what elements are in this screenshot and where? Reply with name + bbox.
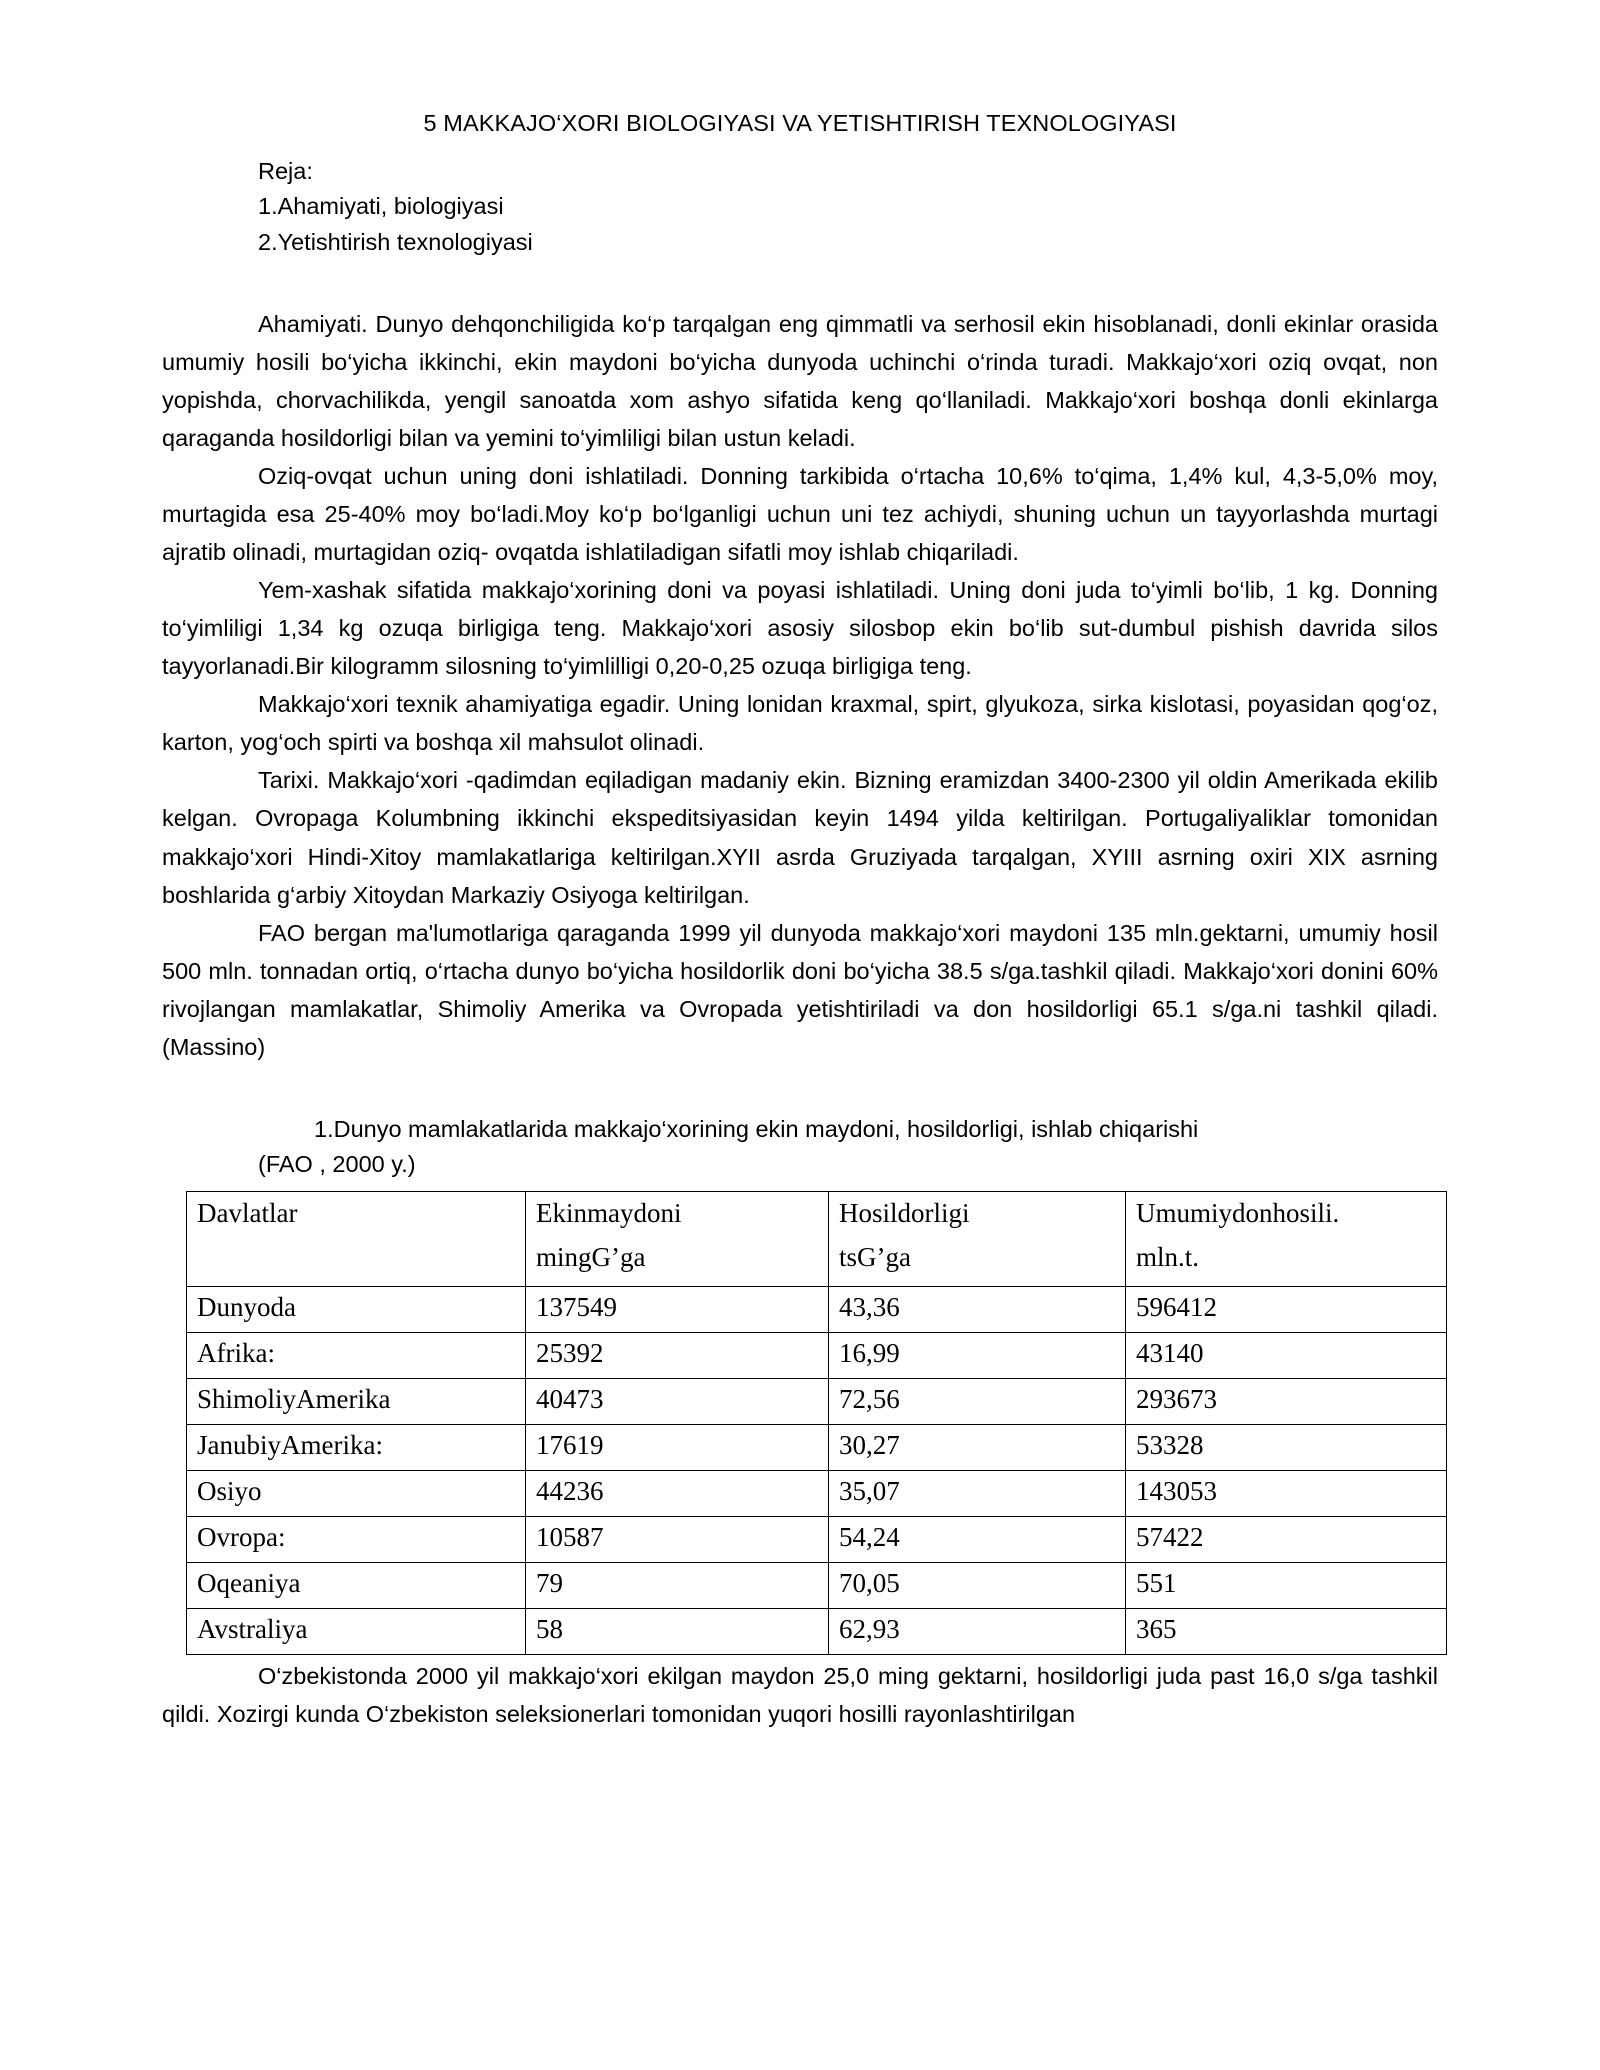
- header-line-1: Hosildorligi: [839, 1198, 970, 1229]
- table-cell-production: 57422: [1126, 1517, 1447, 1563]
- header-line-1: Umumiydonhosili.: [1136, 1198, 1340, 1229]
- body-text: [162, 305, 1438, 1066]
- paragraph-yem-xashak: Yem-xashak sifatida makkajo‘xorining doni va poyasi ishlatiladi. Uning doni juda to‘yimli bo‘lib, 1 kg. Donning to‘yimliligi 1,34 kg ozuqa birligiga teng. Makkajo‘xori asosiy silosbop ekin bo‘lib sut-dumbul pishish davrida silos tayyorlanadi.Bir kilogramm silosning to‘yimlilligi 0,20-0,25 ozuqa birligiga teng.: [162, 577, 1438, 680]
- table-cell-area: 79: [526, 1563, 829, 1609]
- table-cell-yield: 35,07: [829, 1471, 1126, 1517]
- table-row: [187, 1379, 1447, 1425]
- table-cell-area: 44236: [526, 1471, 829, 1517]
- table-cell-production: 43140: [1126, 1333, 1447, 1379]
- page-title: 5 MAKKAJO‘XORI BIOLOGIYASI VA YETISHTIRISH TEXNOLOGIYASI: [423, 110, 1177, 136]
- table-cell-region: Osiyo: [187, 1471, 526, 1517]
- maize-statistics-table: [186, 1191, 1447, 1655]
- paragraph-oziq-ovqat: Oziq-ovqat uchun uning doni ishlatiladi. Donning tarkibida o‘rtacha 10,6% to‘qima, 1,4% kul, 4,3-5,0% moy, murtagida esa 25-40% moy bo‘ladi.Moy ko‘p bo‘lganligi uchun uni tez achiydi, shuning uchun un tayyorlashda murtagi ajratib olinadi, murtagidan oziq- ovqatda ishlatiladigan sifatli moy ishlab chiqariladi.: [162, 462, 1438, 566]
- table-cell-yield: 70,05: [829, 1563, 1126, 1609]
- header-line-1: Davlatlar: [197, 1198, 298, 1229]
- table-header-row: [187, 1192, 1447, 1287]
- table-cell-yield: 30,27: [829, 1425, 1126, 1471]
- table-cell-region: Afrika:: [187, 1333, 526, 1379]
- table-cell-production: 551: [1126, 1563, 1447, 1609]
- table-cell-production: 365: [1126, 1609, 1447, 1655]
- table-cell-region: Ovropa:: [187, 1517, 526, 1563]
- table-cell-area: 25392: [526, 1333, 829, 1379]
- table-row: [187, 1425, 1447, 1471]
- table-row: [187, 1287, 1447, 1333]
- header-line-1: Ekinmaydoni: [536, 1198, 682, 1229]
- header-line-2: mln.t.: [1136, 1242, 1200, 1273]
- table-caption-line-1: 1.Dunyo mamlakatlarida makkajo‘xorining ekin maydoni, hosildorligi, ishlab chiqarishi: [314, 1115, 1199, 1142]
- table-cell-area: 10587: [526, 1517, 829, 1563]
- table-cell-region: Avstraliya: [187, 1609, 526, 1655]
- table-cell-region: JanubiyAmerika:: [187, 1425, 526, 1471]
- table-header-cell-hosildorligi: [829, 1192, 1126, 1287]
- table-cell-production: 53328: [1126, 1425, 1447, 1471]
- table-row: [187, 1333, 1447, 1379]
- header-line-2: tsG’ga: [839, 1242, 911, 1273]
- table-row: [187, 1471, 1447, 1517]
- paragraph-uzbekistan: O‘zbekistonda 2000 yil makkajo‘xori ekilgan maydon 25,0 ming gektarni, hosildorligi juda past 16,0 s/ga tashkil qildi. Xozirgi kunda O‘zbekiston seleksionerlari tomonidan yuqori hosilli rayonlashtirilgan: [162, 1663, 1438, 1728]
- table-cell-region: Oqeaniya: [187, 1563, 526, 1609]
- table-row: [187, 1609, 1447, 1655]
- table-cell-yield: 54,24: [829, 1517, 1126, 1563]
- table-cell-yield: 72,56: [829, 1379, 1126, 1425]
- table-row: [187, 1563, 1447, 1609]
- paragraph-fao: FAO bergan ma'lumotlariga qaraganda 1999 yil dunyoda makkajo‘xori maydoni 135 mln.gektarni, umumiy hosil 500 mln. tonnadan ortiq, o‘rtacha dunyo bo‘yicha hosildorlik doni bo‘yicha 38.5 s/ga.tashkil qiladi. Makkajo‘xori donini 60% rivojlangan mamlakatlar, Shimoliy Amerika va Ovropada yetishtiriladi va don hosildorligi 65.1 s/ga.ni tashkil qiladi.(Massino): [162, 919, 1438, 1060]
- table-cell-area: 137549: [526, 1287, 829, 1333]
- plan-item-2: 2.Yetishtirish texnologiyasi: [258, 228, 533, 255]
- table-header-cell-davlatlar: [187, 1192, 526, 1287]
- table-caption-line-2: (FAO , 2000 y.): [258, 1151, 416, 1178]
- table-cell-yield: 16,99: [829, 1333, 1126, 1379]
- plan-block: [162, 154, 1438, 261]
- table-cell-area: 58: [526, 1609, 829, 1655]
- table-caption: [162, 1112, 1438, 1183]
- table-cell-area: 17619: [526, 1425, 829, 1471]
- table-header-cell-umumiydonhosili: [1126, 1192, 1447, 1287]
- table-cell-area: 40473: [526, 1379, 829, 1425]
- table-cell-production: 143053: [1126, 1471, 1447, 1517]
- table-cell-region: Dunyoda: [187, 1287, 526, 1333]
- paragraph-tarixi: Tarixi. Makkajo‘xori -qadimdan eqiladigan madaniy ekin. Bizning eramizdan 3400-2300 yil oldin Amerikada ekilib kelgan. Ovropaga Kolumbning ikkinchi ekspeditsiyasidan keyin 1494 yilda keltirilgan. Portugaliyaliklar tomonidan makkajo‘xori Hindi-Xitoy mamlakatlariga keltirilgan.XYII asrda Gruziyada tarqalgan, XYIII asrning oxiri XIX asrning boshlarida g‘arbiy Xitoydan Markaziy Osiyoga keltirilgan.: [162, 767, 1438, 908]
- table-cell-yield: 43,36: [829, 1287, 1126, 1333]
- plan-item-1: 1.Ahamiyati, biologiyasi: [258, 193, 504, 220]
- table-cell-production: 596412: [1126, 1287, 1447, 1333]
- table-row: [187, 1517, 1447, 1563]
- closing-text: [162, 1657, 1438, 1733]
- paragraph-texnik-ahamiyat: Makkajo‘xori texnik ahamiyatiga egadir. Uning lonidan kraxmal, spirt, glyukoza, sirka kislotasi, poyasidan qog‘oz, karton, yog‘och spirti va boshqa xil mahsulot olinadi.: [162, 691, 1438, 756]
- table-cell-production: 293673: [1126, 1379, 1447, 1425]
- plan-heading: Reja:: [258, 157, 313, 184]
- table-header-cell-ekinmaydoni: [526, 1192, 829, 1287]
- table-cell-region: ShimoliyAmerika: [187, 1379, 526, 1425]
- paragraph-ahamiyati: Ahamiyati. Dunyo dehqonchiligida ko‘p tarqalgan eng qimmatli va serhosil ekin hisoblanadi, donli ekinlar orasida umumiy hosili bo‘yicha ikkinchi, ekin maydoni bo‘yicha dunyoda uchinchi o‘rinda turadi. Makkajo‘xori oziq ovqat, non yopishda, chorvachilikda, yengil sanoatda xom ashyo sifatida keng qo‘llaniladi. Makkajo‘xori boshqa donli ekinlarga qaraganda hosildorligi bilan va yemini to‘yimliligi bilan ustun keladi.: [162, 310, 1438, 451]
- header-line-2: mingG’ga: [536, 1242, 646, 1273]
- table-cell-yield: 62,93: [829, 1609, 1126, 1655]
